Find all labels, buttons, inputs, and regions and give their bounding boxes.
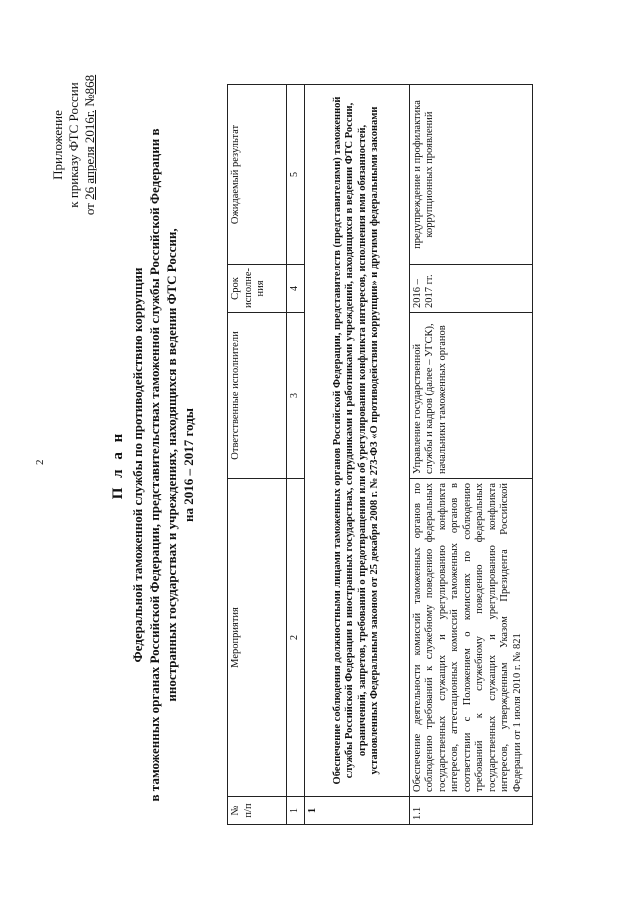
appendix-number-sign: №	[82, 94, 97, 107]
title-main: П л а н	[110, 430, 126, 500]
appendix-header	[50, 45, 98, 245]
appendix-date-month-year: апреля 2016г.	[82, 109, 97, 184]
column-number-row	[287, 85, 305, 825]
header-deadline: Срок исполне-ния	[228, 265, 287, 313]
plan-table	[227, 84, 533, 825]
header-row	[228, 85, 287, 825]
header-num: № п/п	[228, 797, 287, 825]
column-number: 3	[287, 313, 305, 479]
section-text: Обеспечение соблюдения должностными лицами таможенных органов Российской Федерации, представителств (представителями) таможенной службы Российской Федерации в иностранных государствах, сотрудниками и работниками учреждений, находящихся в ведении ФТС России, ограничений, запретов, требований о предотвращении или об урегулировании конфликта интересов, исполнения ими обязанностей, установленных Федеральным законом от 25 декабря 2008 г. № 273-ФЗ «О противодействии коррупции» и другими федеральными законами	[304, 85, 409, 797]
row-deadline: 2016 – 2017 гг.	[409, 265, 532, 313]
title-line-1: Федеральной таможенной службы по противодействию коррупции	[130, 267, 145, 663]
row-result: предупреждение и профилактика коррупционных проявлений	[409, 85, 532, 265]
appendix-number: 868	[82, 74, 97, 95]
section-row	[304, 85, 409, 825]
title-line-2: в таможенных органах Российской Федерации, представительствах таможенной службы Российской Федерации в	[147, 128, 162, 802]
column-number: 4	[287, 265, 305, 313]
title-line-3: иностранных государствах и учреждениях, находящихся в ведении ФТС России,	[164, 228, 179, 702]
row-executor: Управление государственной службы и кадров (далее – УГСК), начальники таможенных органов	[409, 313, 532, 479]
header-events: Мероприятия	[228, 479, 287, 797]
appendix-date-day: 26	[82, 186, 97, 200]
page-number: 2	[34, 459, 46, 465]
title-block	[110, 115, 197, 815]
header-result: Ожидаемый результат	[228, 85, 287, 265]
appendix-line-2: к приказу ФТС России	[66, 82, 81, 208]
row-event: Обеспечение деятельности комиссий таможенных органов по соблюдению требований к служебному поведению федеральных государственных служащих и урегулированию конфликта интересов, аттестационных комиссий таможенных органов в соответствии с Положением о комиссиях по соблюдению требований к служебному поведению федеральных государственных служащих и урегулированию конфликта интересов, утвержденным Указом Президента Российской Федерации от 1 июля 2010 г. № 821	[409, 479, 532, 797]
section-number: 1	[304, 797, 409, 825]
column-number: 1	[287, 797, 305, 825]
appendix-date-line	[82, 45, 98, 245]
title-line-4: на 2016 – 2017 годы	[181, 408, 196, 522]
row-number: 1.1	[409, 797, 532, 825]
appendix-prefix: от	[82, 203, 97, 216]
column-number: 2	[287, 479, 305, 797]
header-executors: Ответственные исполнители	[228, 313, 287, 479]
appendix-line-1: Приложение	[50, 110, 65, 180]
table-row	[409, 85, 532, 825]
column-number: 5	[287, 85, 305, 265]
